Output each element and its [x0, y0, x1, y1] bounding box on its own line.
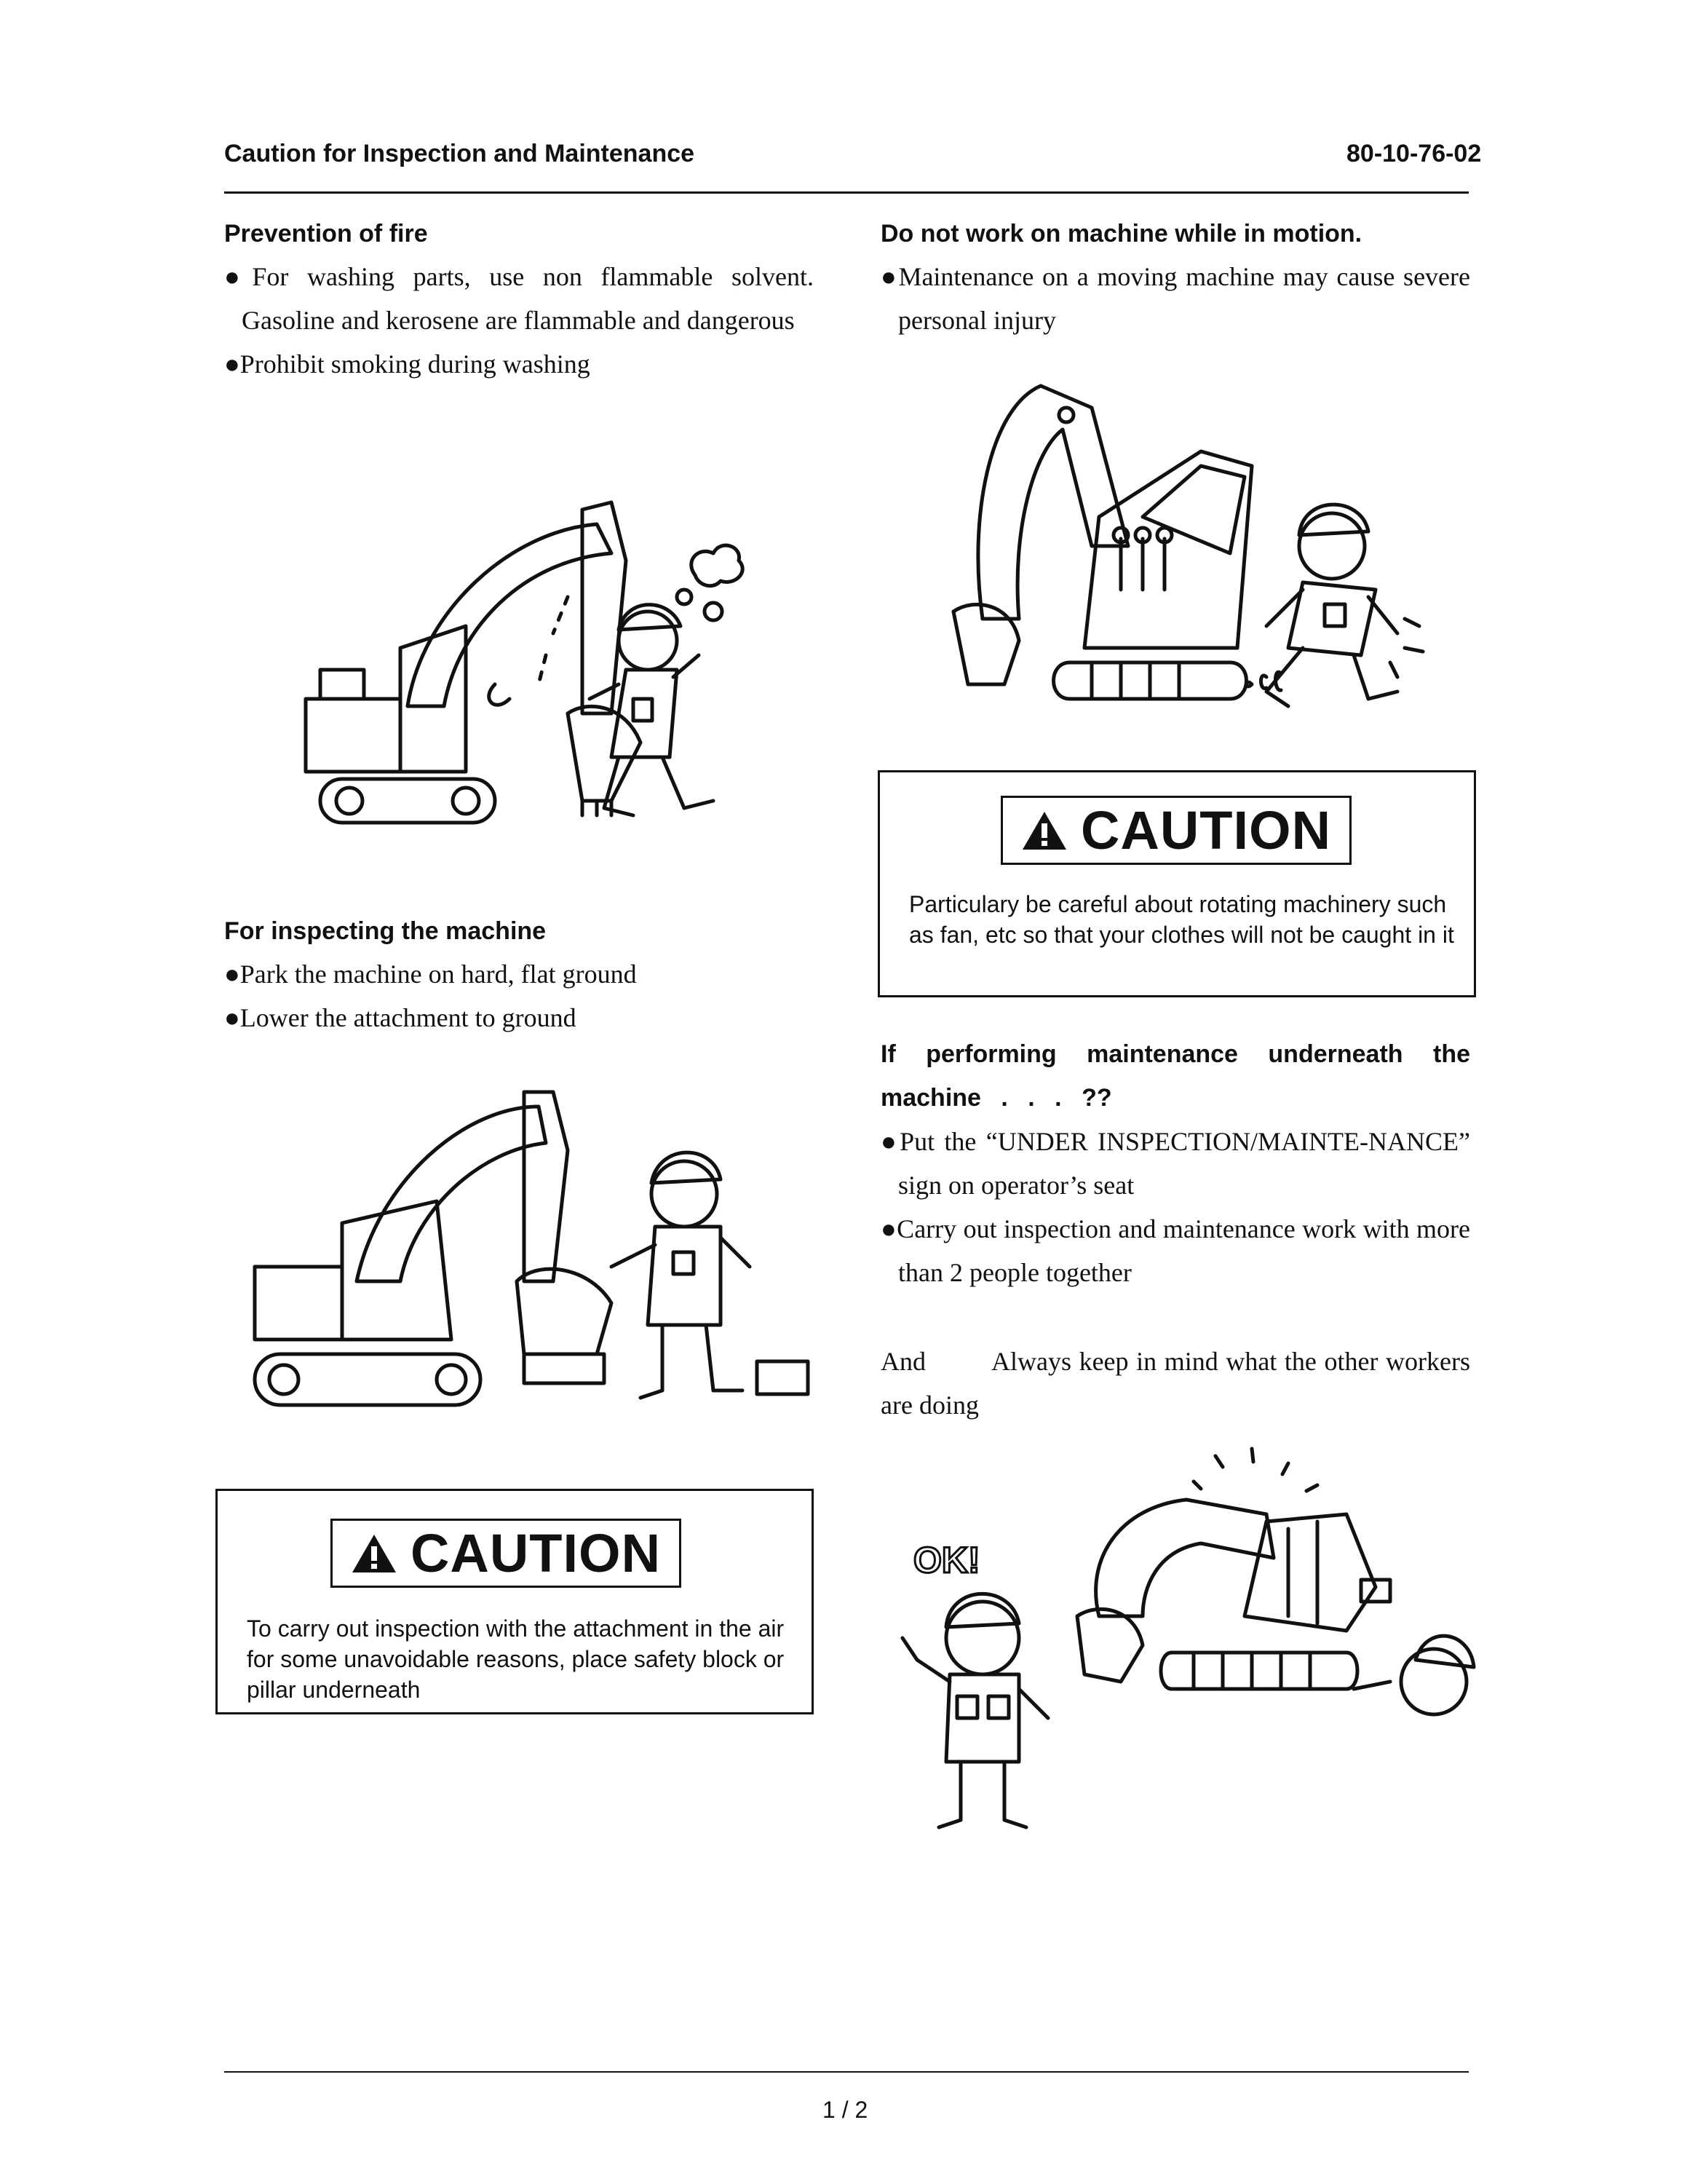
underneath-bullet-2: ●Carry out inspection and maintenance work with more than 2 people together	[881, 1214, 1470, 1287]
ok-label: OK!	[913, 1540, 980, 1580]
right-caution-box	[878, 770, 1476, 997]
left-caution-text: To carry out inspection with the attachment in the air for some unavoidable reasons, place safety block or pillar underneath	[247, 1615, 785, 1703]
and-label: And	[881, 1347, 926, 1376]
underneath-heading: If performing maintenance underneath the machine . . . ??	[881, 1040, 1470, 1112]
moving-excavator-illustration	[924, 371, 1427, 721]
inspect-bullets	[224, 952, 814, 1040]
fire-heading: Prevention of fire	[224, 220, 428, 248]
inspect-heading: For inspecting the machine	[224, 917, 547, 945]
fire-bullet-2: ●Prohibit smoking during washing	[224, 349, 590, 379]
footer-rule	[224, 2071, 1469, 2073]
fire-bullets	[224, 255, 814, 386]
right-caution-word: CAUTION	[1080, 800, 1332, 860]
underneath-bullets	[881, 1120, 1470, 1294]
page-title: Caution for Inspection and Maintenance	[224, 140, 695, 167]
warning-triangle-icon	[351, 1533, 397, 1574]
document-number: 80-10-76-02	[1346, 140, 1482, 167]
inspect-bullet-2: ●Lower the attachment to ground	[224, 1003, 576, 1032]
left-caution-word: CAUTION	[410, 1523, 662, 1583]
page-number: 1 / 2	[822, 2097, 868, 2123]
underneath-bullet-1: ●Put the “UNDER INSPECTION/MAINTE-NANCE” sign on operator’s seat	[881, 1127, 1470, 1200]
warning-triangle-icon	[1021, 810, 1068, 851]
left-caution-box	[215, 1489, 814, 1714]
and-paragraph	[881, 1340, 1470, 1427]
smoking-excavator-illustration	[277, 466, 757, 859]
motion-bullets	[881, 255, 1470, 342]
underneath-maintenance-illustration	[881, 1441, 1477, 1849]
motion-heading: Do not work on machine while in motion.	[881, 220, 1362, 248]
motion-bullet-1: ●Maintenance on a moving machine may cause severe personal injury	[881, 262, 1470, 335]
right-caution-text: Particulary be careful about rotating machinery such as fan, etc so that your clothes will not be caught in it	[909, 891, 1454, 948]
fire-bullet-1: ●For washing parts, use non flammable solvent. Gasoline and kerosene are flammable and dangerous	[224, 262, 814, 335]
and-text: Always keep in mind what the other workers are doing	[881, 1347, 1470, 1420]
header-rule	[224, 191, 1469, 194]
inspect-bullet-1: ●Park the machine on hard, flat ground	[224, 960, 637, 989]
lowered-attachment-illustration	[247, 1085, 815, 1427]
left-caution-banner	[330, 1519, 681, 1588]
right-caution-banner	[1001, 796, 1352, 865]
